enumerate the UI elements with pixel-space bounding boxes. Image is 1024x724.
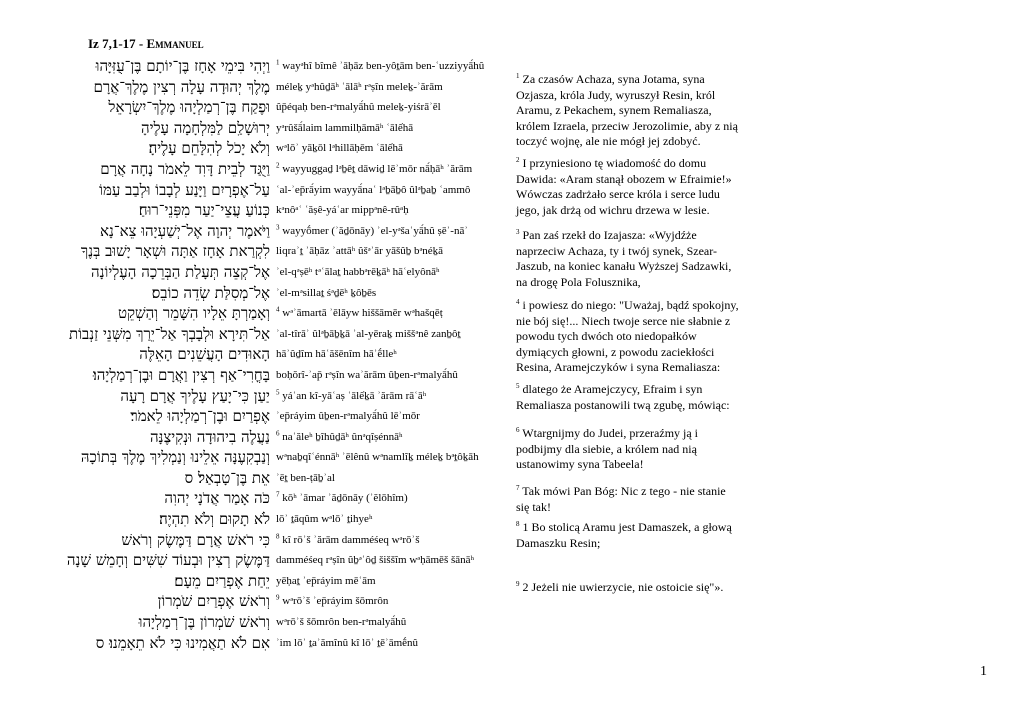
- polish-line: [516, 228, 756, 244]
- polish-line: [516, 244, 756, 260]
- verse-number: 1: [276, 58, 280, 67]
- hebrew-line: לִקְרַאת אָחָז אַתָּה וּשְׁאָר יָשׁוּב בְּנֶךָ: [80, 242, 270, 261]
- transliteration-text: ʾel-mᵊsillaṯ śᵊḏēʰ ḵôḇēs: [276, 286, 377, 299]
- verse-number: 7: [276, 490, 280, 499]
- polish-verse: [516, 298, 756, 376]
- hebrew-line: אֶל־מְסִלַּת שְׂדֵה כוֹבֵס׃: [151, 283, 270, 302]
- transliteration-line: [276, 488, 496, 509]
- transliteration-line: [276, 241, 496, 262]
- verse-number: 5: [276, 387, 280, 396]
- polish-line: [516, 580, 756, 596]
- hebrew-line: יְרוּשָׁלִַם לַמִּלְחָמָה עָלֶיהָ: [140, 118, 270, 137]
- polish-text: Damaszku Resin;: [516, 535, 601, 550]
- hebrew-line: כְּנוֹעַ עֲצֵי־יַעַר מִפְּנֵי־רוּחַ׃: [138, 201, 270, 220]
- transliteration-line: [276, 324, 496, 345]
- transliteration-line: [276, 633, 496, 654]
- polish-text: Ozjasza, króla Judy, wyruszył Resin, król: [516, 87, 716, 102]
- polish-line: [516, 398, 756, 414]
- transliteration-line: [276, 406, 496, 427]
- polish-text: Tak mówi Pan Bóg: Nic z tego - nie stanie: [522, 484, 726, 498]
- polish-verse: [516, 484, 756, 515]
- verse-number: 8: [276, 532, 280, 540]
- transliteration-text: wᵊʾāmartā ʾēlāyw hiššāmēr wᵊhašqēṭ: [282, 307, 443, 320]
- hebrew-line: דַּמֶּשֶׂק רְצִין וּבְעוֹד שִׁשִּׁים וְחָמֵשׁ שָׁנָה: [66, 551, 270, 570]
- hebrew-line: וַיֻּגַּד לְבֵית דָּוִד לֵאמֹר נָחָה אֲרָם: [100, 159, 270, 178]
- polish-text: Dawida: «Aram stanął obozem w Efraimie!»: [516, 171, 732, 186]
- polish-text: Wówczas zadrżało serce króla i serce ludu: [516, 187, 720, 202]
- transliteration-text: ʿal-ʾep̄rā́yim wayyā́naʿ lᵊḇāḇô ûlᵊḇaḇ ʿammô: [276, 183, 471, 196]
- transliteration-line: [276, 56, 496, 77]
- polish-text: Wtargnijmy do Judei, przeraźmy ją i: [522, 426, 699, 440]
- polish-text: nie bój się!... Niech twoje serce nie słabnie z: [516, 313, 731, 328]
- hebrew-line: כֹּה אָמַר אֲדֹנָי יְהוִה: [164, 489, 270, 508]
- transliteration-text: kōʰ ʾāmar ʾăḏōnāy (ʾĕlōhîm): [282, 492, 408, 505]
- hebrew-line: וַיֹּאמֶר יְהוָה אֶל־יְשַׁעְיָהוּ צֵא־נָא: [99, 221, 270, 240]
- title-small-caps: Emmanuel: [146, 36, 204, 51]
- polish-verse: [516, 156, 756, 218]
- polish-verse: [516, 72, 756, 150]
- hebrew-line: יַעַן כִּי־יָעַץ עָלֶיךָ אֲרָם רָעָה: [120, 386, 270, 405]
- transliteration-line: [276, 200, 496, 221]
- polish-line: [516, 156, 756, 172]
- transliteration-text: wᵊrōʾš ʾep̄ráyim šōmrôn: [282, 595, 389, 608]
- transliteration-text: ʾim lōʾ ṯaʾămînû kî lōʾ ṯēʾāmḗnû: [276, 636, 419, 649]
- polish-text: ustanowimy syna Tabeela!: [516, 457, 644, 472]
- hebrew-line: וַיְהִי בִּימֵי אָחָז בֶּן־יוֹתָם בֶּן־עֻזִּיָּהוּ: [95, 57, 270, 75]
- hebrew-line: אַל־תִּירָא וּלְבָבְךָ אַל־יֵרַךְ מִשְּׁנֵי זַנְבוֹת: [69, 324, 270, 343]
- hebrew-line: יֵחַת אֶפְרַיִם מֵעָם׃: [174, 571, 270, 590]
- verse-number: 2: [276, 161, 280, 170]
- hebrew-line: עַל־אֶפְרָיִם וַיָּנַע לְבָבוֹ וּלְבַב עַמּוֹ: [99, 180, 270, 199]
- transliteration-line: [276, 180, 496, 201]
- hebrew-line: וְנַבְקִעֶנָּה אֵלֵינוּ וְנַמְלִיךְ מֶלֶךְ בְּתוֹכָהּ: [80, 448, 270, 467]
- polish-text: Resina, Aramejczyków i syna Remaliasza:: [516, 360, 721, 375]
- polish-text: Pan zaś rzekł do Izajasza: «Wyjdźże: [522, 228, 697, 242]
- hebrew-line: נַעֲלֶה בִיהוּדָה וּנְקִיצֶנָּה: [149, 427, 270, 446]
- polish-verse: [516, 426, 756, 473]
- hebrew-line: מֶלֶךְ יְהוּדָה עָלָה רְצִין מֶלֶךְ־אֲרָם: [93, 77, 270, 96]
- verse-number: 3: [516, 228, 520, 236]
- polish-line: [516, 360, 756, 376]
- verse-number: 7: [516, 484, 520, 492]
- hebrew-line: לֹא תָקוּם וְלֹא תִהְיֶה׃: [159, 510, 270, 529]
- transliteration-line: [276, 509, 496, 530]
- polish-text: na drogę Pola Folusznika,: [516, 274, 641, 289]
- polish-line: [516, 442, 756, 458]
- polish-line: [516, 426, 756, 442]
- verse-number: 8: [516, 520, 520, 528]
- polish-line: [516, 134, 756, 150]
- hebrew-line: אִם לֹא תַאֲמִינוּ כִּי לֹא תֵאָמֵנוּ׃ ס: [95, 633, 270, 652]
- polish-line: [516, 382, 756, 398]
- polish-verse: [516, 520, 756, 551]
- polish-line: [516, 298, 756, 314]
- verse-number: 2: [516, 156, 520, 164]
- polish-line: [516, 500, 756, 516]
- transliteration-line: [276, 97, 496, 118]
- hebrew-line: הָאוּדִים הָעֲשֵׁנִים הָאֵלֶּה: [139, 345, 270, 364]
- hebrew-line: וְלֹא יָכֹל לְהִלָּחֵם עָלֶיהָ׃: [148, 139, 270, 158]
- polish-text: 1 Bo stolicą Aramu jest Damaszek, a głową: [522, 520, 732, 534]
- polish-verse: [516, 228, 756, 290]
- transliteration-text: ûp̄éqaḥ ben-rᵊmalyā́hû meleḵ-yiśrāʾēl: [276, 101, 441, 114]
- transliteration-line: [276, 591, 496, 612]
- polish-text: dlatego że Aramejczycy, Efraim i syn: [522, 382, 703, 396]
- polish-text: dymiących głowni, z powodu zaciekłości: [516, 344, 715, 359]
- hebrew-line: וְרֹאשׁ אֶפְרַיִם שֹׁמְרוֹן: [157, 592, 270, 611]
- polish-text: 2 Jeżeli nie uwierzycie, nie ostoicie się"».: [522, 580, 724, 594]
- transliteration-line: [276, 283, 496, 304]
- polish-text: powodu tych dwóch oto niedopałków: [516, 329, 697, 344]
- transliteration-line: [276, 303, 496, 324]
- verse-number: 4: [276, 305, 280, 314]
- transliteration-line: [276, 427, 496, 448]
- verse-number: 9: [276, 593, 280, 602]
- polish-text: Za czasów Achaza, syna Jotama, syna: [522, 72, 705, 86]
- hebrew-line: אֵת בֶּן־טָבְאַל׃ ס: [184, 468, 270, 487]
- transliteration-line: [276, 77, 496, 98]
- hebrew-line: בָּחֳרִי־אַף רְצִין וַאֲרָם וּבֶן־רְמַלְיָהוּ׃: [92, 365, 270, 384]
- transliteration-text: wayyuggaḏ lᵊḇêṯ dāwiḏ lēʾmōr nā́ḥāʰ ʾărām: [282, 162, 473, 175]
- hebrew-line: אֶל־קְצֵה תְּעָלַת הַבְּרֵכָה הָעֶלְיוֹנָה: [91, 262, 270, 281]
- verse-number: 6: [276, 429, 280, 438]
- polish-line: [516, 536, 756, 552]
- polish-line: [516, 484, 756, 500]
- transliteration-column: [276, 56, 496, 653]
- hebrew-line: וְרֹאשׁ שֹׁמְרוֹן בֶּן־רְמַלְיָהוּ: [138, 613, 270, 632]
- transliteration-text: yᵊrûšā́laim lammilḥāmāʰ ʿālếhā: [276, 121, 414, 134]
- verse-number: 4: [516, 298, 520, 306]
- section-title: [88, 36, 204, 52]
- verse-number: 9: [516, 580, 520, 588]
- polish-line: [516, 329, 756, 345]
- transliteration-line: [276, 612, 496, 633]
- polish-text: Remaliasza postanowili twą zgubę, mówiąc:: [516, 397, 730, 412]
- polish-text: I przyniesiono tę wiadomość do domu: [522, 156, 707, 170]
- polish-text: podbijmy dla siebie, a królem nad nią: [516, 441, 697, 456]
- transliteration-text: hāʾûḏîm hāʿăšēnîm hāʾḗlleʰ: [276, 348, 397, 361]
- polish-verse: [516, 580, 756, 596]
- hebrew-line: וְאָמַרְתָּ אֵלָיו הִשָּׁמֵר וְהַשְׁקֵט: [117, 304, 270, 323]
- title-main: Iz 7,1-17 -: [88, 36, 147, 51]
- transliteration-text: ʾēṯ ben-ṭāḇʾal: [276, 471, 335, 484]
- polish-text: naprzeciw Achaza, ty i twój synek, Szear-: [516, 243, 718, 258]
- polish-line: [516, 314, 756, 330]
- page-number: 1: [980, 664, 987, 679]
- transliteration-text: wᵊrōʾš šōmrôn ben-rᵊmalyā́hû: [276, 616, 407, 629]
- hebrew-text-column: [40, 56, 270, 653]
- polish-line: [516, 259, 756, 275]
- hebrew-line: כִּי רֹאשׁ אֲרָם דַּמֶּשֶׂק וְרֹאשׁ: [121, 530, 270, 549]
- polish-line: [516, 187, 756, 203]
- transliteration-text: ʾel-qᵊṣēʰ tᵊʿālaṯ habbᵊrēḵāʰ hāʿelyônāʰ: [276, 265, 440, 278]
- polish-line: [516, 103, 756, 119]
- polish-line: [516, 119, 756, 135]
- transliteration-line: [276, 159, 496, 180]
- transliteration-line: [276, 571, 496, 592]
- polish-text: toczyć wojnę, ale nie mógł jej zdobyć.: [516, 134, 701, 149]
- polish-verse: [516, 382, 756, 413]
- transliteration-text: ʾep̄ráyim ûḇen-rᵊmalyā́hû lēʾmōr: [276, 410, 420, 423]
- polish-line: [516, 172, 756, 188]
- hebrew-line: אֶפְרַיִם וּבֶן־רְמַלְיָהוּ לֵאמֹר׃: [130, 407, 270, 426]
- polish-text: królem Izraela, przeciw Jerozolimie, aby z nią: [516, 118, 738, 133]
- transliteration-line: [276, 221, 496, 242]
- hebrew-line: וּפֶקַח בֶּן־רְמַלְיָהוּ מֶלֶךְ־יִשְׂרָאֵל: [108, 98, 270, 117]
- transliteration-text: wᵊnaḇqîʿénnāʰ ʾēlênû wᵊnamlîḵ méleḵ bᵊṯôḵāh: [276, 451, 479, 464]
- transliteration-text: liqraʾṯ ʾāḥāz ʾattāʰ ûšᵊʾār yāšûḇ bᵊnéḵā: [276, 245, 444, 258]
- transliteration-line: [276, 262, 496, 283]
- transliteration-line: [276, 138, 496, 159]
- transliteration-text: yēḥaṯ ʾep̄ráyim mēʿām: [276, 574, 376, 587]
- polish-line: [516, 345, 756, 361]
- transliteration-line: [276, 530, 496, 551]
- transliteration-text: méleḵ yᵊhûḏāʰ ʿālāʰ rᵊṣîn meleḵ-ʾărām: [276, 80, 443, 93]
- polish-line: [516, 88, 756, 104]
- transliteration-line: [276, 365, 496, 386]
- polish-text: Aramu, z Pekachem, synem Remaliasza,: [516, 103, 712, 118]
- polish-text: i powiesz do niego: "Uważaj, bądź spokojny,: [522, 298, 739, 312]
- transliteration-text: ʾal-tîrāʾ ûlᵊḇāḇḵā ʾal-yēraḵ miššᵊnê zanḇôṯ: [276, 327, 461, 340]
- transliteration-line: [276, 468, 496, 489]
- transliteration-text: wayᵊhî bîmê ʾāḥāz ben-yôṯām ben-ʿuzziyyā́hû: [282, 60, 485, 72]
- verse-number: 6: [516, 426, 520, 434]
- transliteration-line: [276, 386, 496, 407]
- transliteration-text: wᵊlōʾ yāḵōl lᵊhillāḥēm ʿālếhā: [276, 142, 403, 155]
- verse-number: 3: [276, 223, 280, 232]
- transliteration-line: [276, 344, 496, 365]
- polish-line: [516, 520, 756, 536]
- transliteration-text: naʿăleʰ ḇîhûḏāʰ ûnᵊqîṣénnāʰ: [282, 430, 403, 443]
- polish-line: [516, 457, 756, 473]
- polish-text: jego, jak drżą od wichru drzewa w lesie.: [516, 202, 710, 217]
- transliteration-line: [276, 118, 496, 139]
- polish-line: [516, 72, 756, 88]
- polish-text: się tak!: [516, 499, 551, 514]
- transliteration-text: wayyṓmer (ʾăḏōnāy) ʾel-yᵊšaʿyā́hû ṣēʾ-nāʾ: [282, 224, 469, 237]
- transliteration-text: kî rōʾš ʾărām damméśeq wᵊrōʾš: [282, 533, 420, 546]
- transliteration-text: kᵊnôᵃʿ ʿăṣê-yáʿar mippᵊnê-rûᵃḥ: [276, 204, 409, 217]
- transliteration-text: damméśeq rᵊṣîn ûḇᵊʿôḏ šiššîm wᵊḥāmēš šānāʰ: [276, 554, 475, 567]
- transliteration-text: lōʾ ṯāqûm wᵊlōʾ ṯihyeʰ: [276, 513, 373, 526]
- transliteration-text: yáʿan kî-yāʿaṣ ʿālếḵā ʾărām rāʿāʰ: [282, 389, 427, 402]
- polish-line: [516, 203, 756, 219]
- transliteration-text: boḥŏrî-ʾap̄ rᵊṣîn waʾărām ûḇen-rᵊmalyā́hû: [276, 368, 458, 381]
- polish-text: Jaszub, na koniec kanału Wyższej Sadzawki,: [516, 259, 732, 274]
- transliteration-line: [276, 550, 496, 571]
- verse-number: 5: [516, 382, 520, 390]
- polish-line: [516, 275, 756, 291]
- transliteration-line: [276, 447, 496, 468]
- verse-number: 1: [516, 72, 520, 80]
